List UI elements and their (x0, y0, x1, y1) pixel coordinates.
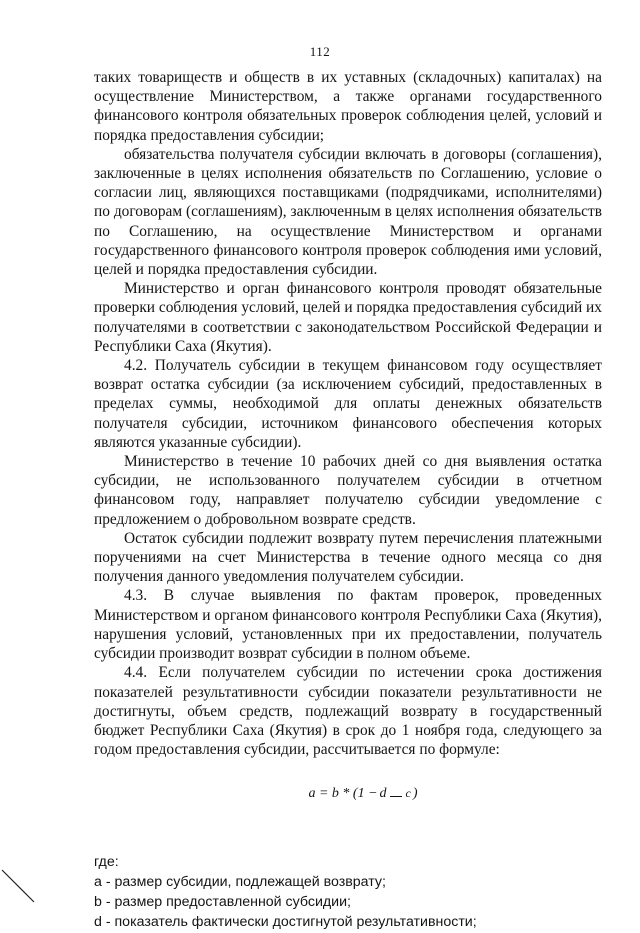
definitions-intro: где: (94, 854, 119, 871)
formula-rhs: ) (412, 785, 418, 801)
paragraph: обязательства получателя субсидии включать в договоры (соглашения), заключенные в целях исполнения обязательств по Соглашению, условие о согласии лиц, являющихся поставщиками (подрядчиками, исполнителями) по договорам (соглашениям), заключенным в целях исполнения обязательств по Соглашению, на осуществление Министерством и органами государственного финансового контроля проверок соблюдения ими условий, целей и порядка предоставления субсидии. (94, 145, 602, 279)
document-body (94, 68, 602, 933)
definition-item: a - размер субсидии, подлежащей возврату; (94, 874, 386, 891)
return-formula (94, 765, 602, 821)
definition-item: b - размер предоставленной субсидии; (94, 893, 351, 910)
paragraph: Остаток субсидии подлежит возврату путем перечисления платежными поручениями на счет Министерства в течение одного месяца со дня получения данного уведомления получателем субсидии. (94, 529, 602, 586)
formula-denominator: c (405, 785, 411, 800)
page-number: 112 (309, 44, 331, 59)
definition-item: d - показатель фактически достигнутой результативности; (94, 913, 477, 930)
fraction-bar (390, 796, 402, 797)
paragraph: Министерство в течение 10 рабочих дней со дня выявления остатка субсидии, не использованного получателем субсидии в отчетном финансовом году, направляет получателю субсидии уведомление с предложением о добровольном возврате средств. (94, 453, 602, 528)
formula-fraction (380, 784, 411, 803)
paragraph: 4.3. В случае выявления по фактам проверок, проведенных Министерством и органом финансового контроля Республики Саха (Якутия), нарушения условий, установленных при их предоставлении, получатель субсидии производит возврат субсидии в полном объеме. (94, 587, 602, 663)
formula-definitions (94, 853, 602, 932)
paragraph: Министерство и орган финансового контроля проводят обязательные проверки соблюдения условий, целей и порядка предоставления субсидий их получателями в соответствии с законодательством Российской Федерации и Республики Саха (Якутия). (94, 280, 602, 355)
scan-corner-mark (0, 868, 40, 905)
paragraph: таких товариществ и обществ в их уставных (складочных) капиталах) на осуществление Министерством, а также органами государственного финансового контроля обязательных проверок соблюдения целей, условий и порядка предоставления субсидии; (94, 69, 602, 144)
formula-numerator: d (379, 785, 387, 801)
formula-lhs: a = b * (1 − (308, 785, 378, 801)
paragraph: 4.2. Получатель субсидии в текущем финансовом году осуществляет возврат остатка субсидии (за исключением субсидий, предоставленных в пределах суммы, необходимой для оплаты денежных обязательств получателя субсидии, источником финансового обеспечения которых являются указанные субсидии). (94, 357, 602, 451)
paragraph: 4.4. Если получателем субсидии по истечении срока достижения показателей результативности субсидии показатели результативности не достигнуты, объем средств, подлежащий возврату в государственный бюджет Республики Саха (Якутия) в срок до 1 ноября года, следующего за годом предоставления субсидии, рассчитывается по формуле: (94, 664, 602, 759)
